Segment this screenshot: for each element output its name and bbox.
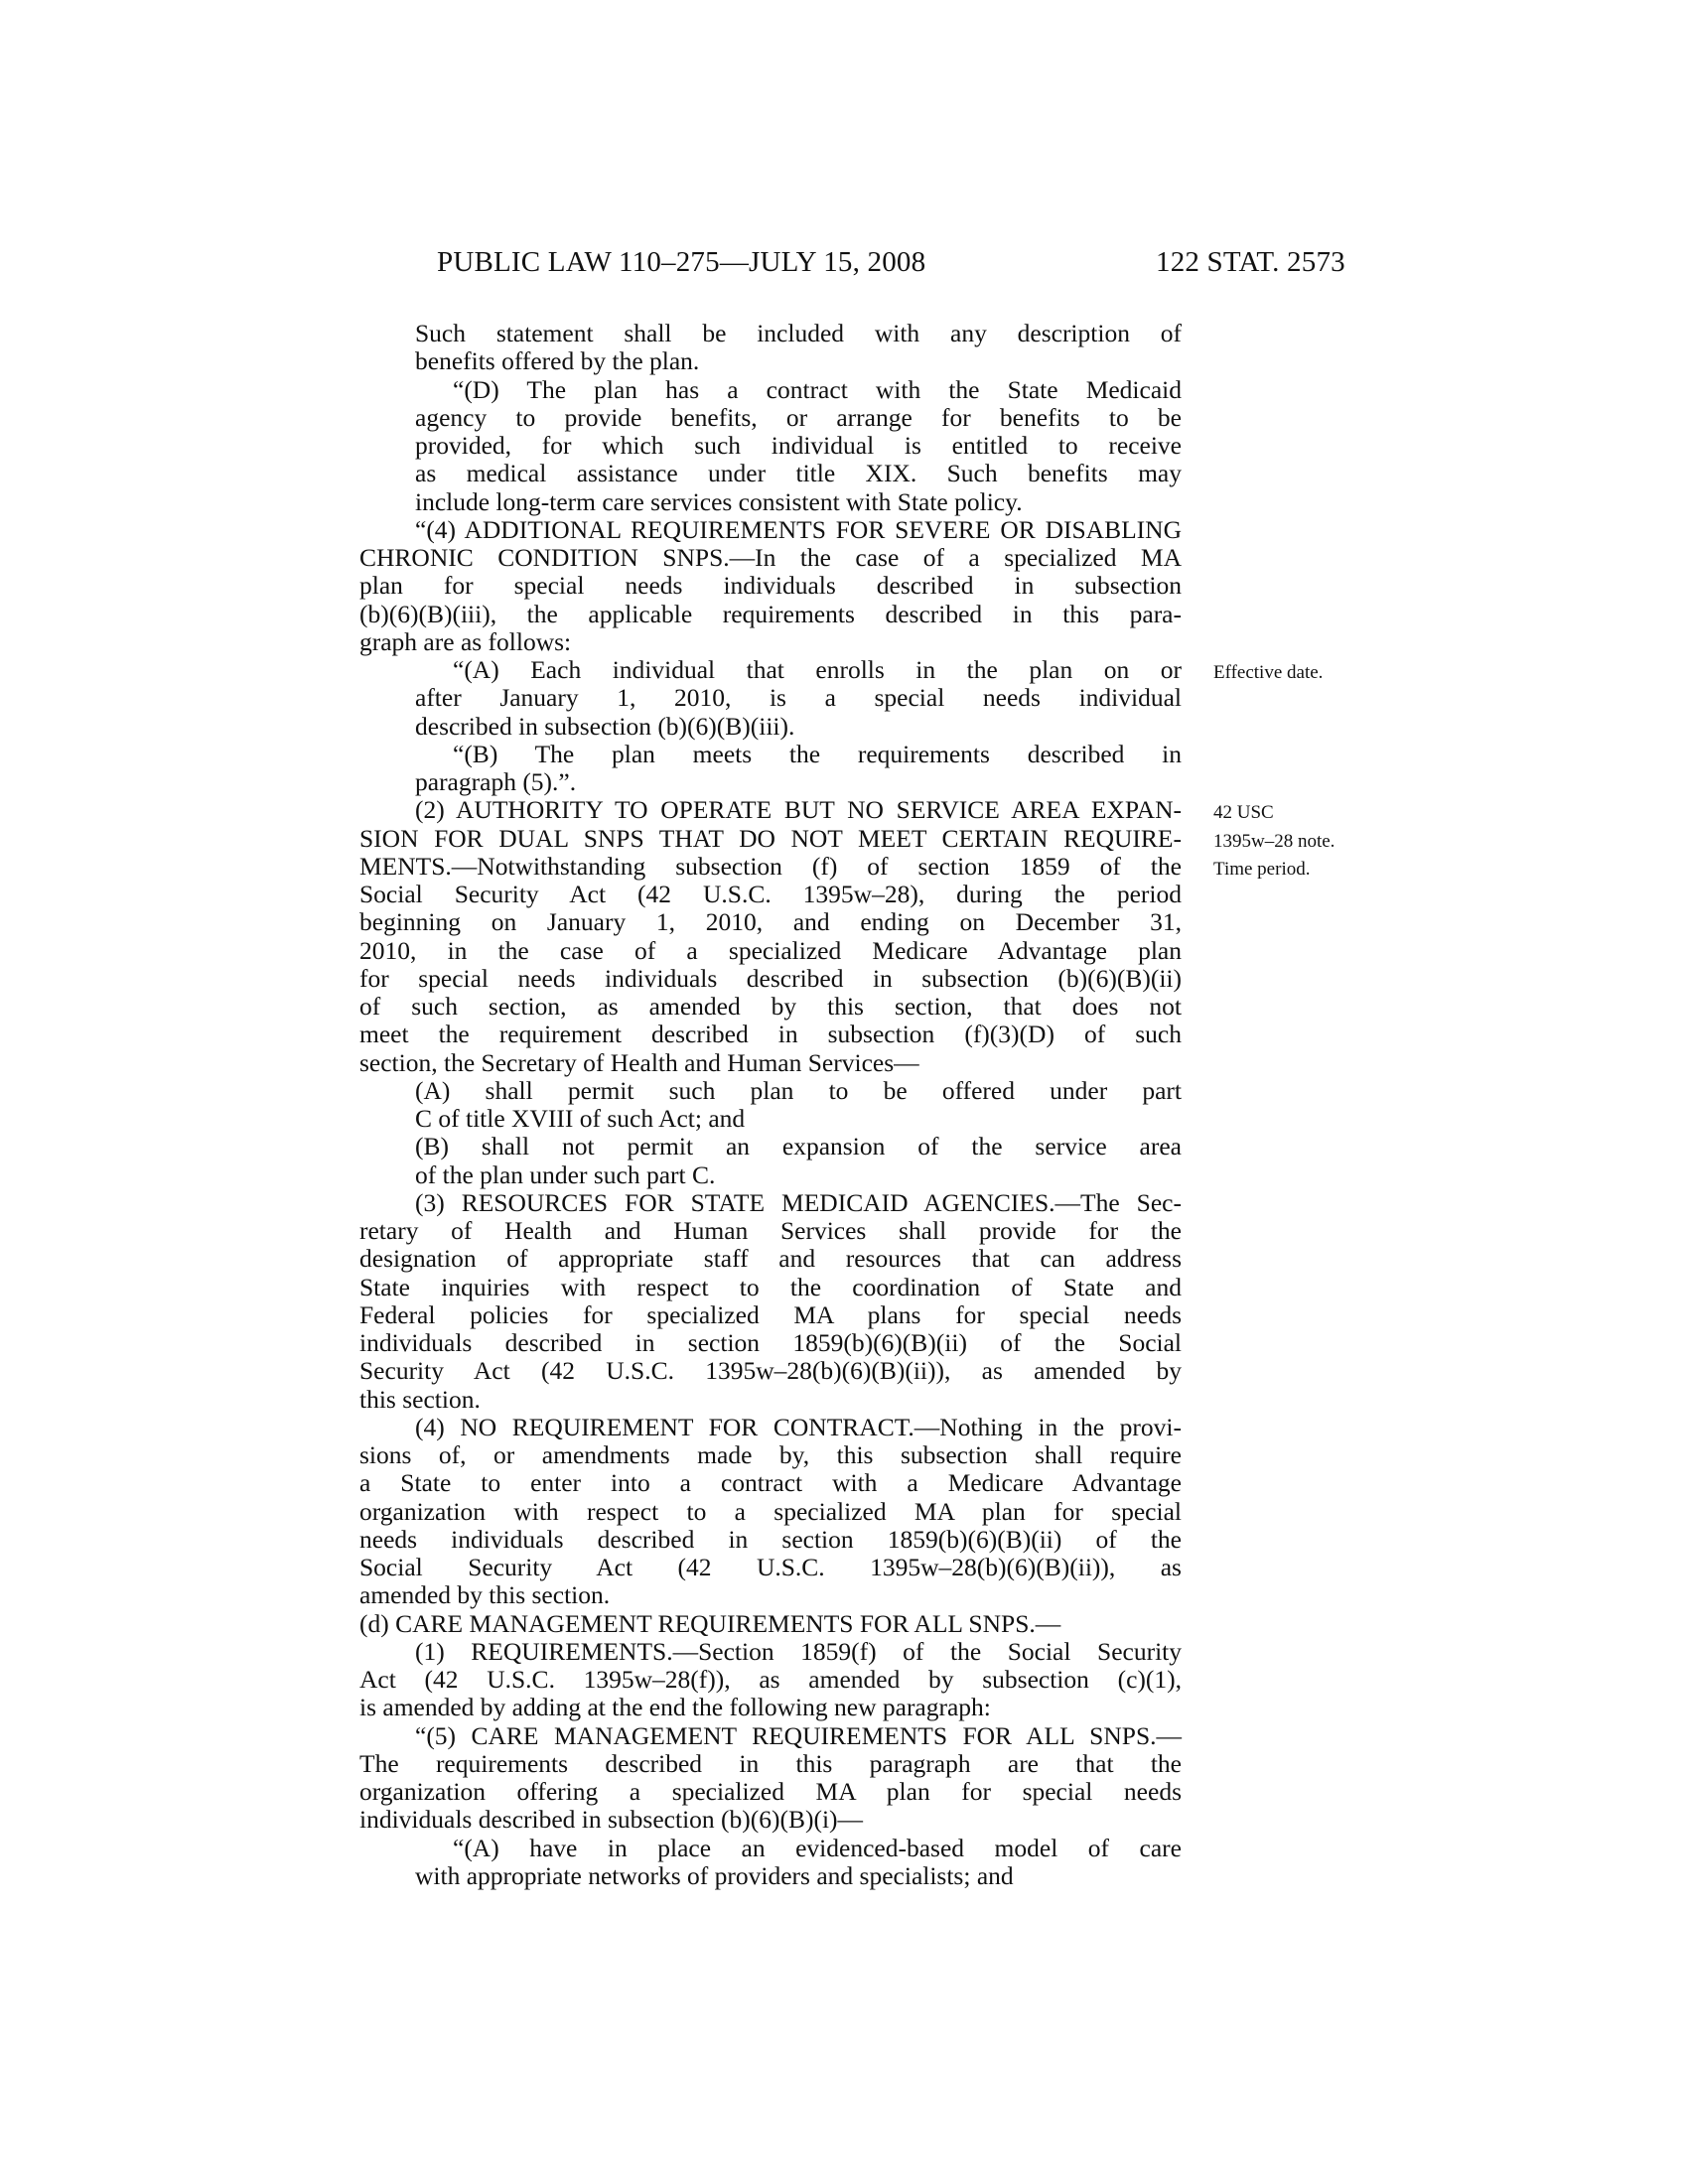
text-line: for special needs individuals described in subsection (b)(6)(B)(ii) [359,963,1182,993]
text-line: organization with respect to a specialized MA plan for special [359,1496,1182,1526]
text-line: benefits offered by the plan. [415,346,700,376]
text-line: (b)(6)(B)(iii), the applicable requirements described in this para- [359,599,1182,628]
margin-note: 1395w–28 note. [1213,830,1336,852]
text-line: (1) REQUIREMENTS.—Section 1859(f) of the Social Security [415,1636,1182,1666]
running-head: PUBLIC LAW 110–275—JULY 15, 2008 [437,246,926,278]
text-line: “(A) Each individual that enrolls in the plan on or [453,655,1182,684]
text-line: Security Act (42 U.S.C. 1395w–28(b)(6)(B)(ii)), as amended by [359,1356,1182,1386]
text-line: agency to provide benefits, or arrange for benefits to be [415,402,1182,432]
text-line: Social Security Act (42 U.S.C. 1395w–28(b)(6)(B)(ii)), as [359,1553,1182,1581]
text-line: “(A) have in place an evidenced-based model of care [453,1833,1182,1862]
margin-note: Time period. [1213,858,1311,880]
text-line: is amended by adding at the end the following new paragraph: [359,1693,991,1722]
statute-body [359,320,1182,1890]
text-line: The requirements described in this paragraph are that the [359,1748,1182,1778]
text-line: (4) NO REQUIREMENT FOR CONTRACT.—Nothing in the provi- [415,1412,1182,1441]
text-line: “(4) ADDITIONAL REQUIREMENTS FOR SEVERE OR DISABLING [415,514,1182,544]
text-line: Social Security Act (42 U.S.C. 1395w–28), during the period [359,880,1182,908]
text-line: retary of Health and Human Services shall provide for the [359,1216,1182,1245]
text-line: paragraph (5).”. [415,767,577,796]
text-line: SION FOR DUAL SNPS THAT DO NOT MEET CERTAIN REQUIRE- [359,823,1182,853]
text-line: of the plan under such part C. [415,1160,716,1189]
text-line: State inquiries with respect to the coordination of State and [359,1272,1182,1301]
text-line: of such section, as amended by this section, that does not [359,992,1182,1021]
text-line: designation of appropriate staff and resources that can address [359,1244,1182,1274]
text-line: Federal policies for specialized MA plans for special needs [359,1299,1182,1329]
text-line: MENTS.—Notwithstanding subsection (f) of section 1859 of the [359,851,1182,881]
text-line: include long-term care services consistent with State policy. [415,486,1023,516]
page-header [0,246,1688,286]
text-line: with appropriate networks of providers and specialists; and [415,1860,1014,1890]
text-line: section, the Secretary of Health and Human Services— [359,1047,919,1077]
text-line: (A) shall permit such plan to be offered under part [415,1075,1182,1105]
text-line: individuals described in section 1859(b)(6)(B)(ii) of the Social [359,1328,1182,1357]
text-line: plan for special needs individuals described in subsection [359,571,1182,601]
text-line: (2) AUTHORITY TO OPERATE BUT NO SERVICE AREA EXPAN- [415,795,1182,825]
text-line: needs individuals described in section 1859(b)(6)(B)(ii) of the [359,1524,1182,1554]
text-line: (3) RESOURCES FOR STATE MEDICAID AGENCIES.—The Sec- [415,1187,1182,1217]
text-line: individuals described in subsection (b)(6)(B)(i)— [359,1805,864,1835]
text-line: “(D) The plan has a contract with the State Medicaid [453,374,1182,404]
text-line: (d) CARE MANAGEMENT REQUIREMENTS FOR ALL SNPS.— [359,1608,1061,1638]
text-line: Such statement shall be included with any description of [415,319,1182,347]
margin-note: Effective date. [1213,662,1324,683]
text-line: organization offering a specialized MA plan for special needs [359,1777,1182,1806]
text-line: described in subsection (b)(6)(B)(iii). [415,711,795,741]
text-line: provided, for which such individual is entitled to receive [415,431,1182,460]
text-line: (B) shall not permit an expansion of the service area [415,1132,1182,1161]
text-line: Act (42 U.S.C. 1395w–28(f)), as amended by subsection (c)(1), [359,1665,1182,1694]
text-line: CHRONIC CONDITION SNPS.—In the case of a specialized MA [359,543,1182,572]
text-line: this section. [359,1384,481,1414]
margin-note: 42 USC [1213,802,1274,824]
text-line: “(5) CARE MANAGEMENT REQUIREMENTS FOR ALL SNPS.— [415,1720,1182,1750]
text-line: sions of, or amendments made by, this subsection shall require [359,1440,1182,1469]
text-line: amended by this section. [359,1580,611,1610]
text-line: graph are as follows: [359,626,572,656]
text-line: a State to enter into a contract with a Medicare Advantage [359,1468,1182,1498]
text-line: beginning on January 1, 2010, and ending on December 31, [359,907,1182,937]
text-line: as medical assistance under title XIX. Such benefits may [415,459,1182,488]
text-line: after January 1, 2010, is a special needs individual [415,683,1182,713]
text-line: meet the requirement described in subsection (f)(3)(D) of such [359,1020,1182,1049]
text-line: “(B) The plan meets the requirements described in [453,739,1182,768]
text-line: C of title XVIII of such Act; and [415,1104,746,1133]
text-line: 2010, in the case of a specialized Medicare Advantage plan [359,935,1182,965]
page-number: 122 STAT. 2573 [1156,246,1345,278]
